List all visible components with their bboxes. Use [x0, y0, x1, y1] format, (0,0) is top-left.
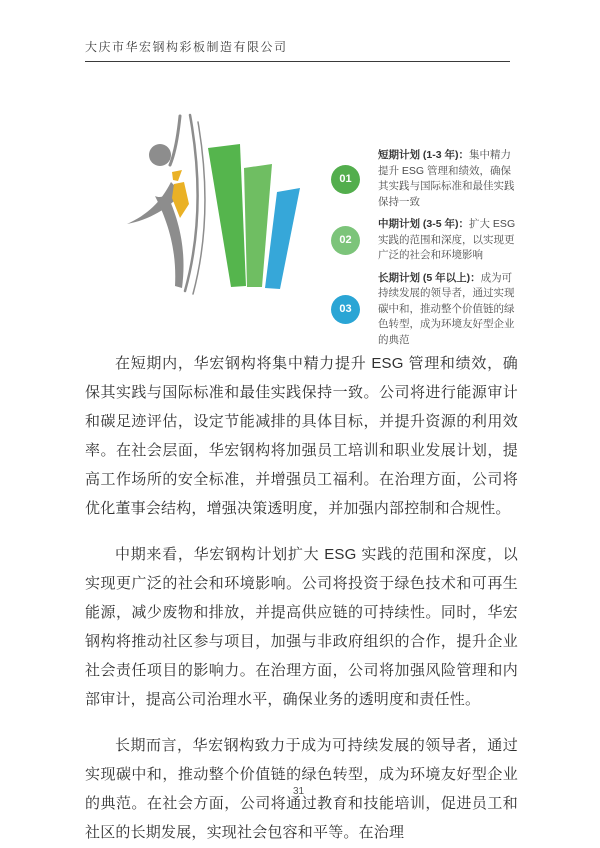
- plan-number-badge: 02: [331, 226, 360, 255]
- plan-description: 集中精力提升 ESG 管理和绩效，确保其实践与国际标准和最佳实践保持一致: [378, 149, 515, 208]
- growth-figure-illustration: [125, 108, 320, 308]
- plan-list: [328, 148, 520, 348]
- tie-knot: [172, 170, 182, 181]
- bar-shape-3: [265, 188, 300, 289]
- plan-title: 长期计划 (5 年以上)：: [378, 271, 481, 284]
- page-footer: [0, 786, 597, 797]
- plan-text: [378, 271, 520, 349]
- plan-title: 中期计划 (3-5 年)：: [378, 218, 470, 230]
- tie-blade: [172, 182, 189, 218]
- page-number: 31: [292, 786, 305, 797]
- plan-text: [378, 217, 520, 264]
- plan-item-long-term: [328, 271, 520, 349]
- page-header: [85, 38, 510, 62]
- figure-raised-arm: [170, 116, 180, 165]
- plan-number-badge: 03: [331, 295, 360, 324]
- figure-head: [149, 144, 171, 166]
- plan-description: 扩大 ESG 实践的范围和深度，以实现更广泛的社会和环境影响: [378, 218, 516, 261]
- plan-text: [378, 148, 520, 210]
- plan-title: 短期计划 (1-3 年)：: [378, 149, 470, 161]
- paragraph-short-term: 在短期内，华宏钢构将集中精力提升 ESG 管理和绩效，确保其实践与国际标准和最佳实践保持一致。公司将进行能源审计和碳足迹评估，设定节能减排的具体目标，并提升资源的利用效率。在社会层面，华宏钢构将加强员工培训和职业发展计划，提高工作场所的安全标准，并增强员工福利。在治理方面，公司将优化董事会结构，增强决策透明度，并加强内部控制和合规性。: [85, 355, 518, 517]
- paragraph-long-term: 长期而言，华宏钢构致力于成为可持续发展的领导者，通过实现碳中和，推动整个价值链的绿色转型，成为环境友好型企业的典范。在社会方面，公司将通过教育和技能培训，促进员工和社区的长期发展，实现社会包容和平等。在治理: [85, 737, 518, 841]
- plan-item-short-term: [328, 148, 520, 210]
- company-name: 大庆市华宏钢构彩板制造有限公司: [85, 40, 288, 54]
- body-text: [85, 349, 518, 848]
- esg-plan-infographic: [125, 108, 520, 346]
- plan-number-badge: 01: [331, 165, 360, 194]
- bar-shape-1: [208, 144, 246, 287]
- plan-description: 成为可持续发展的领导者，通过实现碳中和，推动整个价值链的绿色转型，成为环境友好型企业的典范: [378, 271, 515, 346]
- paragraph-mid-term: 中期来看，华宏钢构计划扩大 ESG 实践的范围和深度，以实现更广泛的社会和环境影响。公司将投资于绿色技术和可再生能源，减少废物和排放，并提高供应链的可持续性。同时，华宏钢构将推动社区参与项目，加强与非政府组织的合作，提升企业社会责任项目的影响力。在治理方面，公司将加强风险管理和内部审计，提高公司治理水平，确保业务的透明度和责任性。: [85, 546, 518, 708]
- plan-item-mid-term: [328, 217, 520, 264]
